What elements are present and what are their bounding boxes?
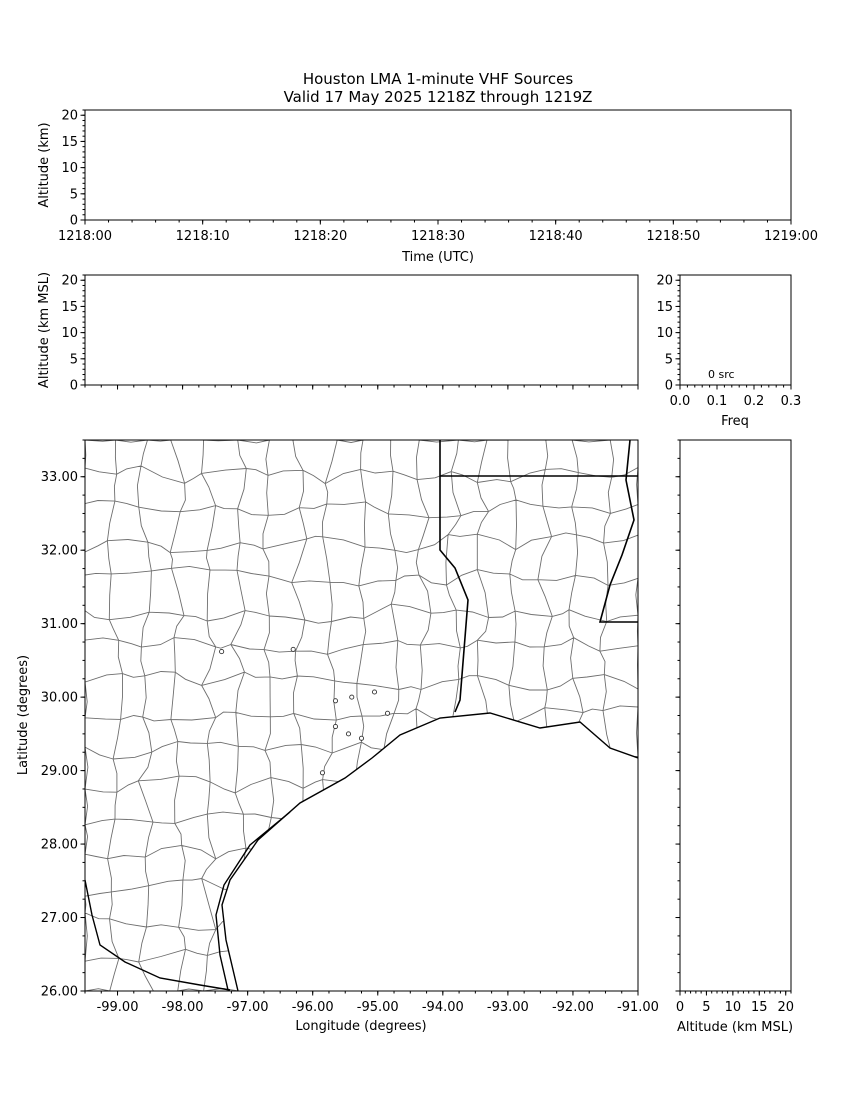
- mississippi-river-border: [600, 440, 638, 622]
- lma-stations: [220, 647, 390, 775]
- time-axis-tick-label: 1219:00: [763, 229, 819, 244]
- histogram-xaxis-tick-label: 0.0: [669, 394, 691, 409]
- time-axis-tick-label: 1218:00: [57, 229, 113, 244]
- altitude-latitude-panel: [676, 440, 794, 1035]
- lma-station-marker: [350, 695, 354, 699]
- altitude-latitude-frame: [680, 440, 791, 991]
- time-axis-tick-label: 1218:10: [175, 229, 230, 244]
- longitude-axis-tick-label: -92.00: [551, 1000, 594, 1015]
- histogram-yaxis-tick-label: 10: [656, 326, 673, 342]
- altitude-latitude-xlabel: Altitude (km MSL): [676, 1020, 794, 1035]
- longitude-axis-tick-label: -91.00: [617, 1000, 659, 1015]
- lma-station-marker: [346, 732, 350, 736]
- longitude-axis-tick-label: -94.00: [421, 1000, 464, 1015]
- time-altitude-yaxis-tick-label: 20: [61, 108, 78, 124]
- histogram-yaxis-tick-label: 0: [664, 378, 673, 394]
- time-axis-tick-label: 1218:50: [646, 229, 701, 244]
- texas-louisiana-border: [440, 440, 468, 712]
- longitude-axis-tick-label: -95.00: [356, 1000, 399, 1015]
- lma-station-marker: [220, 649, 224, 653]
- time-altitude-ylabel: Altitude (km): [37, 122, 52, 208]
- longitude-altitude-yaxis-tick-label: 15: [61, 299, 78, 315]
- histogram-yaxis-tick-label: 20: [656, 273, 673, 289]
- time-altitude-yaxis-tick-label: 0: [69, 213, 78, 229]
- longitude-axis-tick-label: -93.00: [486, 1000, 529, 1015]
- time-altitude-yaxis-tick-label: 5: [69, 187, 78, 203]
- map-layers: [82, 437, 641, 994]
- longitude-altitude-ylabel: Altitude (km MSL): [37, 271, 52, 389]
- altitude-latitude-xaxis-tick-label: 5: [702, 1000, 711, 1015]
- lma-station-marker: [385, 711, 389, 715]
- time-altitude-yaxis-tick-label: 15: [61, 134, 78, 150]
- latitude-axis-tick-label: 32.00: [40, 543, 78, 559]
- time-altitude-frame: [85, 110, 791, 220]
- altitude-histogram-xlabel: Freq: [721, 414, 749, 429]
- altitude-histogram-frame: [680, 275, 791, 385]
- latitude-axis-tick-label: 30.00: [40, 690, 78, 706]
- longitude-axis-tick-label: -98.00: [161, 1000, 204, 1015]
- altitude-latitude-xaxis-tick-label: 15: [751, 1000, 768, 1015]
- longitude-axis-tick-label: -96.00: [291, 1000, 334, 1015]
- lma-station-marker: [333, 724, 337, 728]
- map-xlabel: Longitude (degrees): [295, 1019, 427, 1034]
- time-axis-tick-label: 1218:30: [410, 229, 466, 244]
- altitude-histogram-panel: [656, 274, 801, 429]
- rio-grande-border: [85, 880, 230, 990]
- altitude-latitude-xaxis-tick-label: 20: [777, 1000, 794, 1015]
- lma-station-marker: [359, 736, 363, 740]
- latitude-axis-tick-label: 29.00: [40, 764, 78, 780]
- figure-title-line2: Valid 17 May 2025 1218Z through 1219Z: [283, 88, 593, 106]
- lma-station-marker: [291, 647, 295, 651]
- latitude-axis-tick-label: 26.00: [40, 984, 78, 1000]
- longitude-altitude-yaxis-tick-label: 10: [61, 326, 78, 342]
- latitude-axis-tick-label: 33.00: [40, 470, 78, 486]
- altitude-latitude-xaxis-tick-label: 0: [675, 1000, 685, 1015]
- longitude-axis-tick-label: -99.00: [96, 1000, 139, 1015]
- histogram-yaxis-tick-label: 15: [656, 299, 673, 315]
- latitude-axis-tick-label: 27.00: [40, 911, 78, 927]
- lma-station-marker: [333, 699, 337, 703]
- lma-station-marker: [372, 690, 376, 694]
- figure-title-line1: Houston LMA 1-minute VHF Sources: [302, 70, 574, 88]
- lma-station-marker: [320, 771, 324, 775]
- altitude-latitude-xaxis-tick-label: 10: [724, 1000, 742, 1015]
- gulf-of-mexico: [222, 713, 638, 991]
- longitude-altitude-yaxis-tick-label: 0: [69, 378, 78, 394]
- histogram-xaxis-tick-label: 0.3: [780, 394, 802, 409]
- time-altitude-yaxis-tick-label: 10: [61, 161, 78, 177]
- longitude-altitude-panel: [37, 272, 638, 394]
- source-count-annotation: 0 src: [708, 368, 735, 381]
- latitude-axis-tick-label: 31.00: [40, 617, 78, 633]
- longitude-altitude-yaxis-tick-label: 5: [69, 352, 78, 368]
- map-ylabel: Latitude (degrees): [16, 654, 31, 776]
- time-altitude-panel: [37, 109, 818, 265]
- longitude-altitude-yaxis-tick-label: 20: [61, 273, 78, 289]
- plan-view-map-panel: [16, 437, 659, 1034]
- histogram-xaxis-tick-label: 0.2: [743, 394, 765, 409]
- longitude-axis-tick-label: -97.00: [226, 1000, 269, 1015]
- histogram-yaxis-tick-label: 5: [664, 352, 673, 368]
- time-altitude-xlabel: Time (UTC): [402, 250, 474, 265]
- time-axis-tick-label: 1218:40: [528, 229, 583, 244]
- latitude-axis-tick-label: 28.00: [40, 837, 78, 853]
- longitude-altitude-frame: [85, 275, 638, 385]
- histogram-xaxis-tick-label: 0.1: [706, 394, 728, 409]
- time-axis-tick-label: 1218:20: [293, 229, 348, 244]
